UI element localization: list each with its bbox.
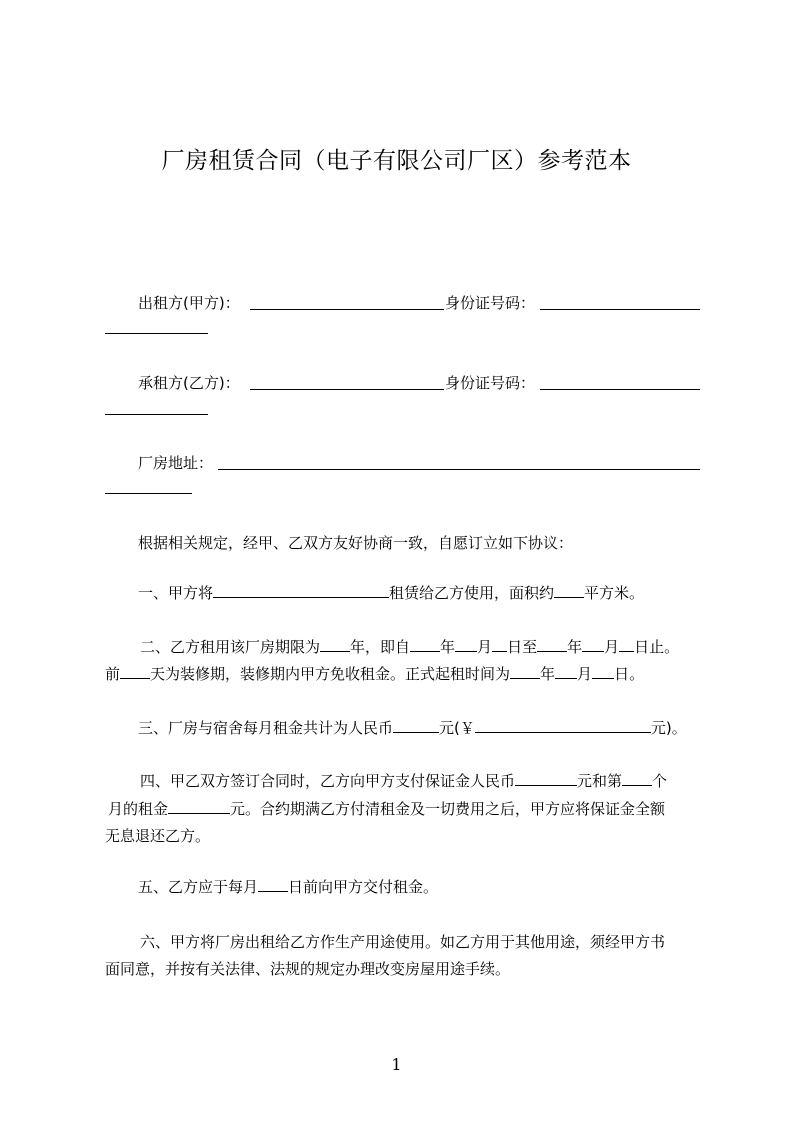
clause-2-blank-start-year[interactable] (410, 638, 440, 652)
clause-4-line-2 (108, 800, 665, 818)
clause-1-a: 一、甲方将 (138, 584, 214, 602)
id-label-2: 身份证号码： (445, 374, 536, 392)
address-label: 厂房地址： (138, 454, 214, 472)
address-blank-cont[interactable] (105, 493, 192, 494)
clause-5 (138, 878, 438, 896)
clause-2-e: 日至 (507, 638, 538, 656)
clause-2-line2-b: 天为装修期，装修期内甲方免收租金。正式起租时间为 (150, 665, 511, 683)
clause-2-line2-a: 前 (105, 665, 121, 683)
clause-2-blank-rent-year[interactable] (510, 665, 540, 679)
clause-2-line-2 (105, 665, 644, 683)
clause-1-blank-premises[interactable] (213, 584, 389, 598)
clause-4-a: 四、甲乙双方签订合同时，乙方向甲方支付保证金人民币 (140, 772, 516, 790)
clause-4-b: 元和第 (577, 772, 623, 790)
clause-2-g: 月 (604, 638, 620, 656)
clause-4-blank-month-no[interactable] (622, 772, 652, 786)
clause-3-a: 三、厂房与宿舍每月租金共计为人民币 (138, 719, 394, 737)
clause-4-blank-rent[interactable] (168, 800, 230, 814)
intro-text: 根据相关规定，经甲、乙双方友好协商一致，自愿订立如下协议： (138, 534, 574, 552)
clause-1-c: 平方米。 (584, 584, 645, 602)
clause-3-b: 元(￥ (439, 719, 475, 737)
clause-2-blank-end-year[interactable] (537, 638, 567, 652)
clause-2-d: 月 (477, 638, 493, 656)
id-blank-1[interactable] (540, 309, 700, 310)
clause-2-blank-rent-day[interactable] (592, 665, 614, 679)
document-title: 厂房租赁合同（电子有限公司厂区）参考范本 (161, 148, 632, 174)
clause-2-b: 年，即自 (350, 638, 411, 656)
clause-4-line-3: 无息退还乙方。 (105, 827, 211, 845)
clause-4-line2-b: 元。合约期满乙方付清租金及一切费用之后，甲方应将保证金全额 (230, 800, 666, 818)
clause-6: 六、甲方将厂房出租给乙方作生产用途使用。如乙方用于其他用途，须经甲方书 (140, 933, 666, 951)
clause-4 (140, 772, 667, 790)
clause-2-line2-e: 日。 (614, 665, 645, 683)
clause-5-a: 五、乙方应于每月 (138, 878, 259, 896)
clause-2-blank-start-day[interactable] (492, 638, 507, 652)
clause-2-blank-end-month[interactable] (582, 638, 604, 652)
clause-2-line2-d: 月 (577, 665, 593, 683)
clause-3-blank-rmb[interactable] (393, 719, 439, 733)
clause-2-c: 年 (440, 638, 456, 656)
clause-1 (138, 584, 644, 602)
clause-2-a: 二、乙方租用该厂房期限为 (140, 638, 321, 656)
clause-2-blank-end-day[interactable] (619, 638, 634, 652)
id-blank-1-cont[interactable] (105, 333, 208, 334)
clause-4-line2-a: 月的租金 (108, 800, 169, 818)
clause-2 (140, 638, 679, 656)
clause-1-blank-area[interactable] (554, 584, 584, 598)
clause-3 (138, 719, 687, 737)
address-blank[interactable] (218, 469, 700, 470)
clause-2-blank-fitout-days[interactable] (120, 665, 150, 679)
lessee-blank[interactable] (250, 389, 444, 390)
clause-5-b: 日前向甲方交付租金。 (288, 878, 439, 896)
clause-4-c: 个 (652, 772, 668, 790)
clause-2-h: 日止。 (634, 638, 680, 656)
clause-4-blank-deposit[interactable] (515, 772, 577, 786)
lessor-label: 出租方(甲方)： (138, 294, 240, 312)
clause-6-line-2: 面同意，并按有关法律、法规的规定办理改变房屋用途手续。 (105, 960, 511, 978)
id-blank-2-cont[interactable] (105, 414, 208, 415)
clause-2-blank-start-month[interactable] (455, 638, 477, 652)
lessor-blank[interactable] (250, 309, 444, 310)
id-blank-2[interactable] (540, 389, 700, 390)
lessee-label: 承租方(乙方)： (138, 374, 240, 392)
id-label-1: 身份证号码： (445, 294, 536, 312)
clause-3-c: 元)。 (650, 719, 687, 737)
clause-2-blank-years[interactable] (320, 638, 350, 652)
clause-1-b: 租赁给乙方使用，面积约 (389, 584, 555, 602)
clause-5-blank-day[interactable] (258, 878, 288, 892)
page-number: 1 (391, 1055, 402, 1074)
clause-3-blank-amount[interactable] (475, 719, 651, 733)
clause-2-blank-rent-month[interactable] (555, 665, 577, 679)
clause-2-f: 年 (567, 638, 583, 656)
clause-2-line2-c: 年 (540, 665, 556, 683)
